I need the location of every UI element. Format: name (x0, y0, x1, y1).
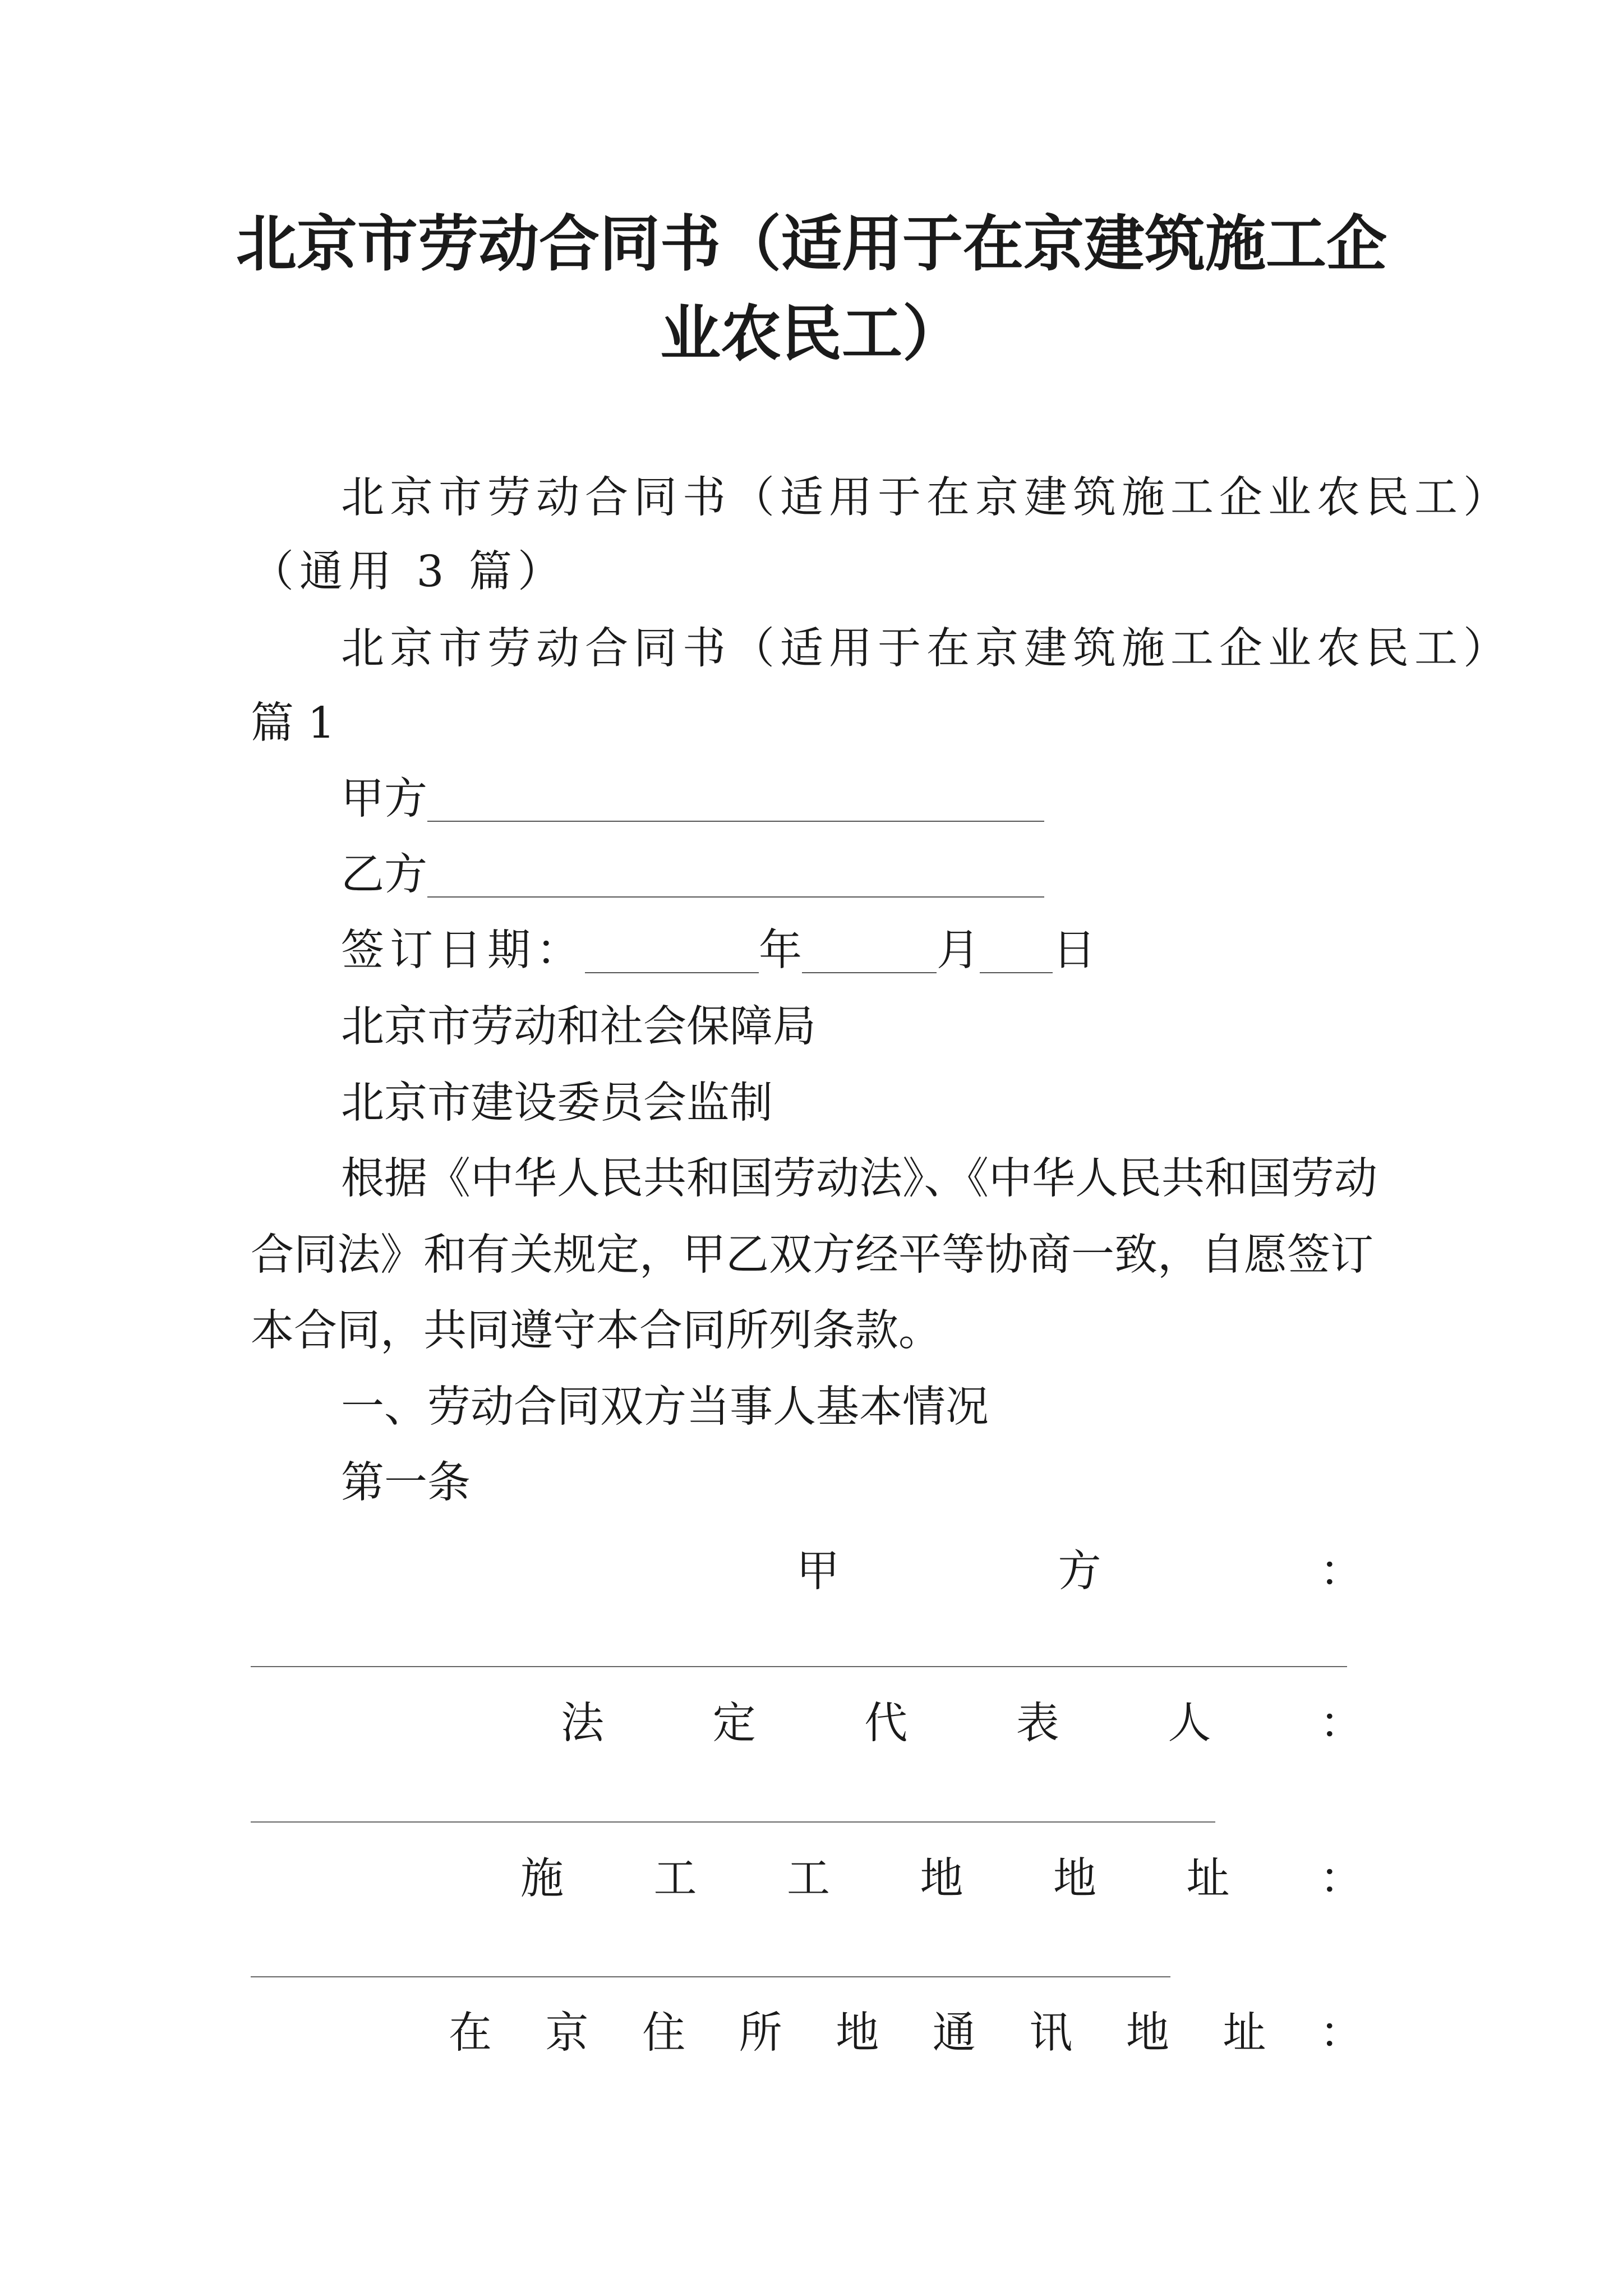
sign-year-blank[interactable] (585, 928, 759, 973)
sign-day-label: 日 (1053, 926, 1096, 976)
part-heading-line-1: 北京市劳动合同书（适用于在京建筑施工企业农民工） (341, 624, 1512, 674)
article-heading: 第一条 (341, 1458, 471, 1508)
legal-rep-field-line[interactable] (251, 1821, 1215, 1823)
preamble-line-2: 合同法》和有关规定，甲乙双方经平等协商一致，自愿签订 (251, 1230, 1373, 1280)
party-b-row (341, 847, 1044, 903)
issuer-line-1: 北京市劳动和社会保障局 (341, 1002, 816, 1052)
preamble-line-1: 根据《中华人民共和国劳动法》、《中华人民共和国劳动 (341, 1154, 1377, 1204)
document-title-line-2: 业农民工） (660, 298, 963, 369)
part-heading-line-2: 篇 1 (251, 698, 335, 748)
document-title-line-1: 北京市劳动合同书（适用于在京建筑施工企 (236, 209, 1387, 279)
section-heading: 一、劳动合同双方当事人基本情况 (341, 1382, 989, 1432)
site-address-field-line[interactable] (251, 1976, 1170, 1977)
party-b-blank[interactable] (427, 853, 1044, 898)
preamble-line-3: 本合同，共同遵守本合同所列条款。 (251, 1306, 942, 1356)
beijing-address-field-label: 在 京 住 所 地 通 讯 地 址 ： (449, 2008, 1363, 2058)
party-a-row (341, 771, 1044, 827)
site-address-field-label: 施 工 工 地 地 址 ： (520, 1854, 1363, 1904)
party-b-label: 乙方 (341, 850, 427, 900)
intro-line-1: 北京市劳动合同书（适用于在京建筑施工企业农民工） (341, 473, 1512, 523)
party-a-field-label: 甲 方 ： (796, 1547, 1363, 1596)
legal-rep-field-label: 法 定 代 表 人 ： (561, 1699, 1363, 1749)
issuer-line-2: 北京市建设委员会监制 (341, 1078, 773, 1128)
sign-month-blank[interactable] (802, 928, 937, 973)
sign-date-row (341, 923, 1096, 979)
sign-month-label: 月 (937, 926, 980, 976)
sign-date-label: 签订日期： (341, 926, 585, 976)
party-a-label: 甲方 (341, 774, 427, 824)
sign-year-label: 年 (759, 926, 802, 976)
party-a-blank[interactable] (427, 777, 1044, 822)
intro-line-2: （通用 3 篇） (251, 547, 566, 597)
sign-day-blank[interactable] (980, 928, 1053, 973)
party-a-field-line[interactable] (251, 1666, 1347, 1667)
